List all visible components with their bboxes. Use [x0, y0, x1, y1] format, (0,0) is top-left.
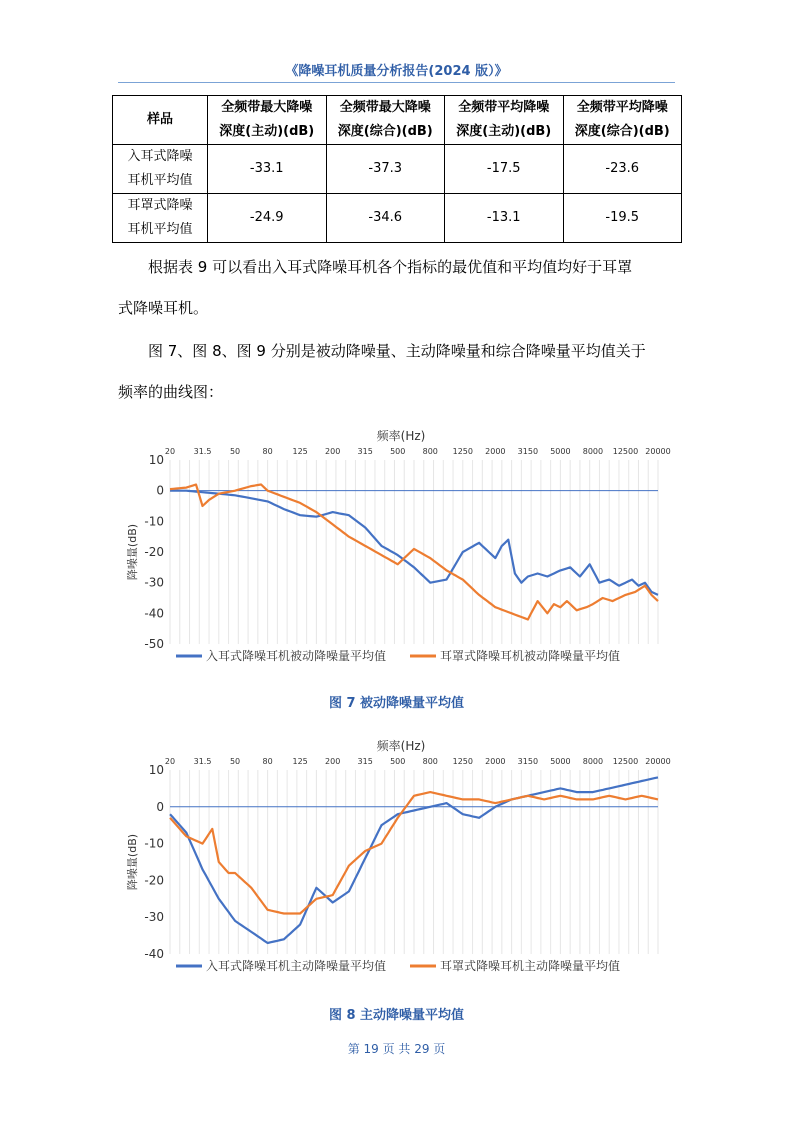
x-tick-label: 3150: [517, 447, 539, 456]
passive-chart-svg: [118, 428, 674, 673]
table-cell: -24.9: [208, 194, 327, 243]
table-cell: -17.5: [445, 145, 564, 194]
paragraph-1-line2: 式降噪耳机。: [118, 299, 209, 317]
x-tick-label: 2000: [485, 447, 506, 456]
x-tick-label: 200: [325, 447, 341, 456]
table-header-row: [113, 96, 682, 145]
table-cell: -13.1: [445, 194, 564, 243]
table-cell: -37.3: [326, 145, 445, 194]
table-row: [113, 194, 682, 243]
table-cell: -33.1: [208, 145, 327, 194]
y-tick-label: 10: [148, 453, 164, 467]
paragraph-1-line1: 根据表 9 可以看出入耳式降噪耳机各个指标的最优值和平均值均好于耳罩: [148, 258, 633, 276]
table-row: [113, 145, 682, 194]
y-tick-label: -30: [144, 910, 164, 925]
y-tick-label: -20: [144, 545, 164, 559]
y-tick-label: 0: [156, 799, 164, 814]
x-tick-label: 80: [262, 757, 273, 766]
header-text: 全频带平均降噪: [458, 100, 550, 115]
legend-label: 入耳式降噪耳机被动降噪量平均值: [206, 649, 387, 663]
x-tick-label: 1250: [452, 757, 473, 766]
page-footer: 第 19 页 共 29 页: [347, 1042, 446, 1056]
x-tick-label: 2000: [485, 757, 506, 766]
y-tick-label: -30: [144, 575, 164, 590]
y-axis-label: 降噪量(dB): [126, 523, 139, 581]
y-axis-label: 降噪量(dB): [126, 833, 139, 891]
y-tick-label: -10: [144, 836, 164, 851]
x-tick-label: 125: [292, 757, 308, 766]
col-sample: [113, 96, 208, 145]
y-tick-label: -20: [144, 873, 164, 888]
chart-active: [118, 738, 674, 987]
x-tick-label: 5000: [550, 757, 571, 766]
header-text: 深度(综合)(dB): [574, 124, 670, 139]
legend-label: 耳罩式降噪耳机主动降噪量平均值: [440, 959, 621, 973]
x-tick-label: 20: [164, 447, 176, 456]
y-tick-label: -40: [144, 606, 164, 621]
header-text: 全频带最大降噪: [339, 100, 431, 115]
col-max-active: [208, 96, 327, 145]
table-cell: -23.6: [563, 145, 682, 194]
header-divider: [118, 82, 675, 83]
document-header: 《降噪耳机质量分析报告(2024 版）》: [285, 64, 508, 79]
x-tick-label: 8000: [582, 447, 604, 456]
y-tick-label: -10: [144, 514, 164, 529]
paragraph-2-line2: 频率的曲线图：: [118, 383, 224, 401]
x-tick-label: 12500: [612, 447, 639, 456]
y-tick-label: 0: [156, 483, 164, 498]
x-tick-label: 20: [164, 757, 176, 766]
header-text: 全频带平均降噪: [576, 100, 668, 115]
figure-7-caption: 图 7 被动降噪量平均值: [328, 696, 465, 711]
table-cell: -19.5: [563, 194, 682, 243]
x-tick-label: 50: [229, 447, 241, 456]
x-tick-label: 20000: [645, 447, 671, 456]
noise-reduction-table: [112, 95, 682, 243]
x-tick-label: 315: [357, 757, 373, 766]
header-text: 样品: [146, 112, 173, 127]
chart-title: 频率(Hz): [376, 739, 426, 753]
x-tick-label: 12500: [612, 757, 639, 766]
x-tick-label: 315: [357, 447, 373, 456]
x-tick-label: 800: [422, 757, 438, 766]
x-tick-label: 31.5: [193, 447, 212, 456]
y-tick-label: 10: [148, 763, 164, 777]
header-text: 深度(综合)(dB): [337, 124, 433, 139]
x-tick-label: 500: [390, 447, 406, 456]
x-tick-label: 80: [262, 447, 273, 456]
x-tick-label: 8000: [582, 757, 604, 766]
x-tick-label: 3150: [517, 757, 539, 766]
x-tick-label: 1250: [452, 447, 473, 456]
figure-8-caption: 图 8 主动降噪量平均值: [328, 1008, 465, 1023]
x-tick-label: 125: [292, 447, 308, 456]
header-text: 深度(主动)(dB): [456, 124, 552, 139]
row-label: 耳罩式降噪 耳机平均值: [113, 194, 208, 243]
x-tick-label: 200: [325, 757, 341, 766]
x-tick-label: 5000: [550, 447, 571, 456]
legend-label: 耳罩式降噪耳机被动降噪量平均值: [440, 649, 621, 663]
x-tick-label: 31.5: [193, 757, 212, 766]
active-chart-svg: [118, 738, 674, 983]
x-tick-label: 500: [390, 757, 406, 766]
x-tick-label: 20000: [645, 757, 671, 766]
y-tick-label: -40: [144, 947, 164, 961]
header-text: 深度(主动)(dB): [219, 124, 315, 139]
header-text: 全频带最大降噪: [221, 100, 313, 115]
col-max-combined: [326, 96, 445, 145]
col-avg-active: [445, 96, 564, 145]
y-tick-label: -50: [144, 637, 164, 651]
x-tick-label: 800: [422, 447, 438, 456]
chart-title: 频率(Hz): [376, 429, 426, 443]
table-cell: -34.6: [326, 194, 445, 243]
row-label: 入耳式降噪 耳机平均值: [113, 145, 208, 194]
chart-passive: [118, 428, 674, 677]
legend-label: 入耳式降噪耳机主动降噪量平均值: [206, 959, 387, 973]
paragraph-2-line1: 图 7、图 8、图 9 分别是被动降噪量、主动降噪量和综合降噪量平均值关于: [148, 342, 646, 360]
col-avg-combined: [563, 96, 682, 145]
x-tick-label: 50: [229, 757, 241, 766]
